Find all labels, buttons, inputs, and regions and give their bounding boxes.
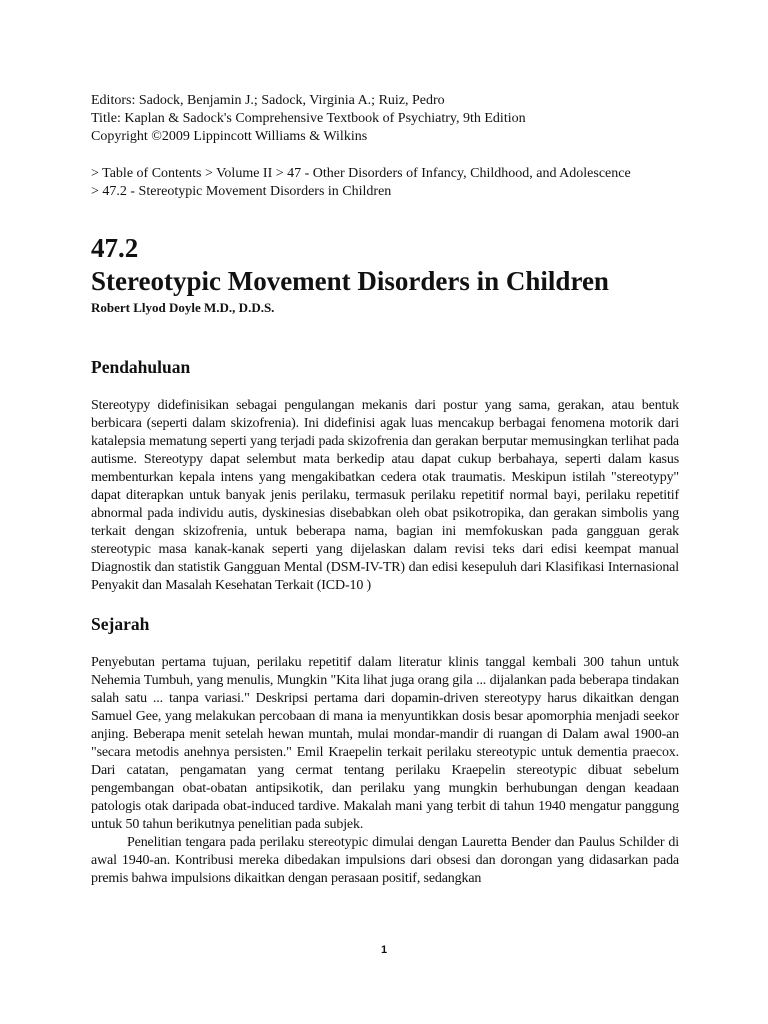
breadcrumb-line-1: > Table of Contents > Volume II > 47 - Other Disorders of Infancy, Childhood, and Adolescence bbox=[91, 166, 631, 181]
chapter-number: 47.2 bbox=[91, 233, 139, 263]
chapter-title: Stereotypic Movement Disorders in Children bbox=[91, 266, 609, 296]
section-heading-history: Sejarah bbox=[91, 614, 150, 634]
breadcrumb bbox=[91, 165, 679, 201]
editors-line: Editors: Sadock, Benjamin J.; Sadock, Virginia A.; Ruiz, Pedro bbox=[91, 93, 445, 108]
page-number: 1 bbox=[380, 944, 388, 956]
title-line: Title: Kaplan & Sadock's Comprehensive Textbook of Psychiatry, 9th Edition bbox=[91, 111, 526, 126]
page-content bbox=[91, 92, 679, 888]
intro-paragraph: Stereotypy didefinisikan sebagai pengulangan mekanis dari postur yang sama, gerakan, atau bentuk berbicara (seperti dalam skizofrenia). Ini didefinisi agak luas mencakup berbagai fenomena motorik dari katalepsia mematung seperti yang terjadi pada skizofrenia dan gerakan berputar memusingkan terlihat pada autisme. Stereotypy dapat selembut mata berkedip atau dapat cukup berbahaya, seperti dalam kasus membenturkan kepala intens yang mengakibatkan cedera otak traumatis. Meskipun istilah "stereotypy" dapat diterapkan untuk banyak jenis perilaku, termasuk perilaku repetitif normal bayi, perilaku repetitif abnormal pada individu autis, dyskinesias disebabkan oleh obat psikotropika, dan gerakan simbolis yang terkait dengan skizofrenia, untuk beberapa nama, bagian ini memfokuskan pada gangguan gerak stereotypic masa kanak-kanak seperti yang dijelaskan dalam revisi teks dari edisi keempat manual Diagnostik dan statistik Gangguan Mental (DSM-IV-TR) dan edisi kesepuluh dari Klasifikasi Internasional Penyakit dan Masalah Kesehatan Terkait (ICD-10 ) bbox=[91, 398, 679, 593]
chapter-author: Robert Llyod Doyle M.D., D.D.S. bbox=[91, 300, 275, 315]
copyright-line: Copyright ©2009 Lippincott Williams & Wilkins bbox=[91, 129, 368, 144]
history-paragraph-1: Penyebutan pertama tujuan, perilaku repetitif dalam literatur klinis tanggal kembali 300 tahun untuk Nehemia Tumbuh, yang menulis, Mungkin "Kita lihat juga orang gila ... dijalankan pada beberapa tindakan salah satu ... tanpa variasi." Deskripsi pertama dari dopamin-driven stereotypy harus dikaitkan dengan Samuel Gee, yang melakukan percobaan di mana ia menyuntikkan dosis besar apomorphia menjadi seekor anjing. Beberapa menit setelah hewan muntah, mulai mondar-mandir di ruangan di Dalam awal 1900-an "secara metodis anehnya persisten." Emil Kraepelin terkait perilaku stereotypic untuk dementia praecox. Dari catatan, pengamatan yang cermat tentang perilaku Kraepelin stereotypic dibuat sebelum pengembangan obat-obatan antipsikotik, dan perilaku yang mungkin berhubungan dengan keadaan patologis otak daripada obat-induced tardive. Makalah mani yang terbit di tahun 1940 mengatur panggung untuk 50 tahun berikutnya penelitian pada subjek. bbox=[91, 655, 679, 832]
bibliographic-info bbox=[91, 92, 679, 146]
section-heading-intro: Pendahuluan bbox=[91, 357, 191, 377]
history-paragraph-2: Penelitian tengara pada perilaku stereotypic dimulai dengan Lauretta Bender dan Paulus Schilder di awal 1940-an. Kontribusi mereka dibedakan impulsions dari obsesi dan dorongan yang didasarkan pada premis bahwa impulsions dikaitkan dengan perasaan positif, sedangkan bbox=[91, 835, 679, 886]
breadcrumb-line-2: > 47.2 - Stereotypic Movement Disorders in Children bbox=[91, 184, 392, 199]
